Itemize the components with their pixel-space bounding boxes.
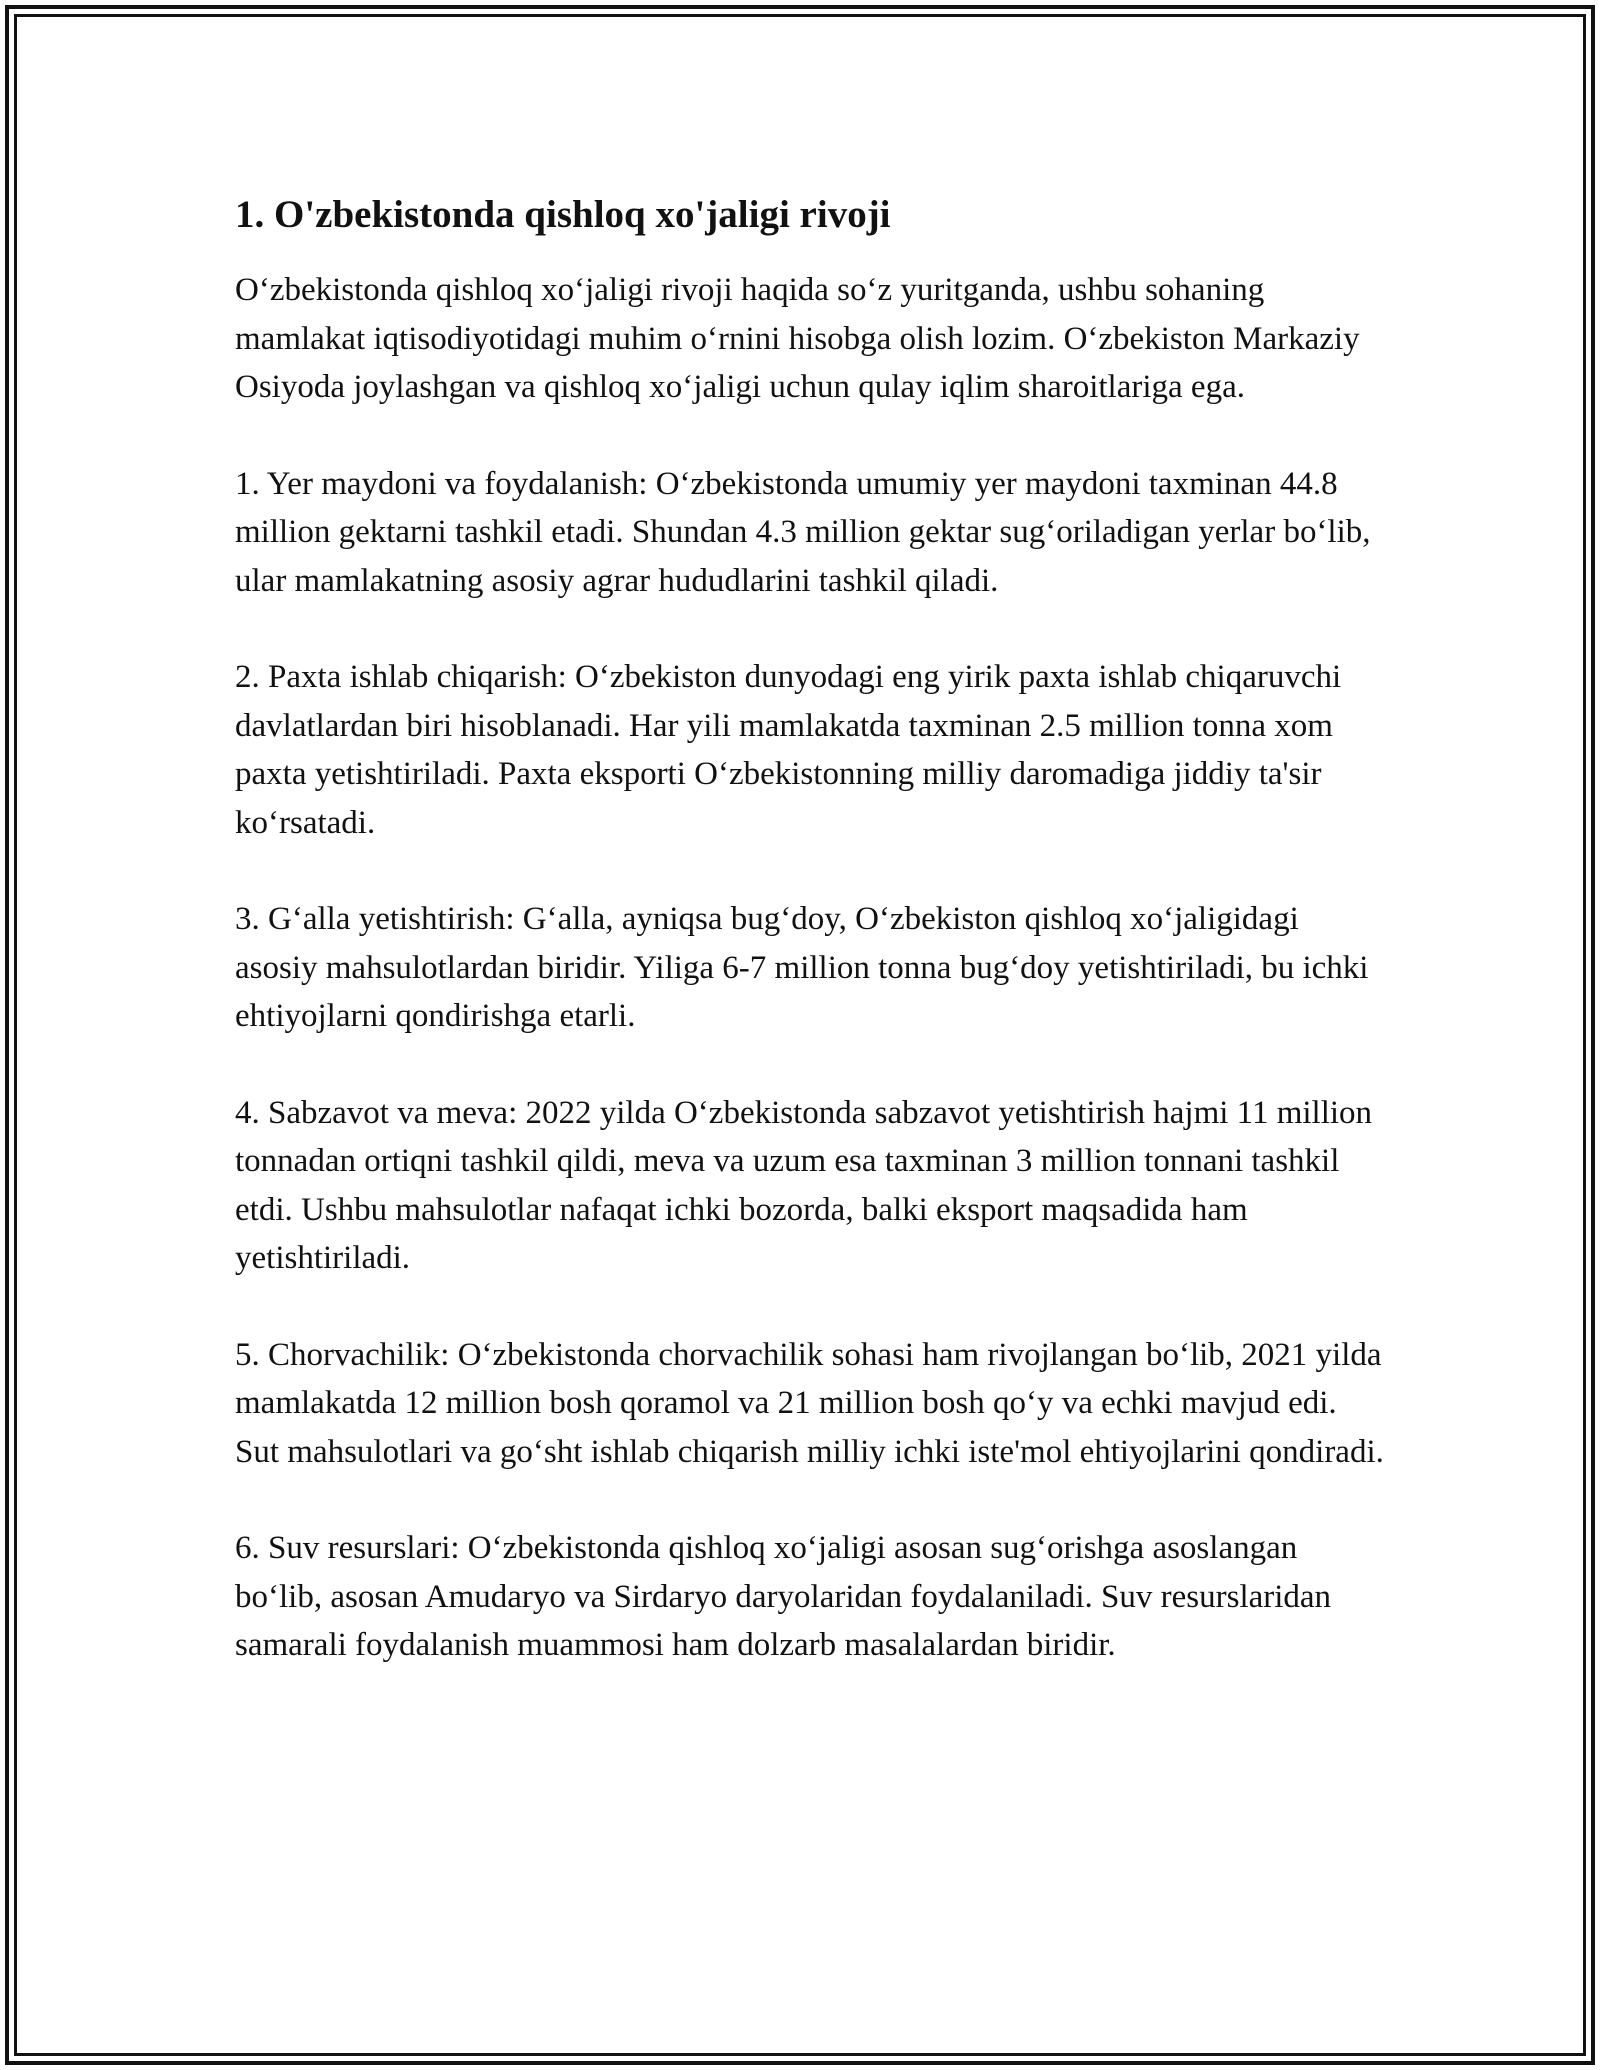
paragraph-land-area: 1. Yer maydoni va foydalanish: O‘zbekistonda umumiy yer maydoni taxminan 44.8 million gektarni tashkil etadi. Shundan 4.3 million gektar sug‘oriladigan yerlar bo‘lib, ular mamlakatning asosiy agrar hududlarini tashkil qiladi. — [235, 465, 1371, 599]
paragraph-livestock: 5. Chorvachilik: O‘zbekistonda chorvachilik sohasi ham rivojlangan bo‘lib, 2021 yilda mamlakatda 12 million bosh qoramol va 21 million bosh qo‘y va echki mavjud edi. Sut mahsulotlari va go‘sht ishlab chiqarish milliy ichki iste'mol ehtiyojlarini qondiradi. — [235, 1336, 1384, 1470]
paragraph-grain: 3. G‘alla yetishtirish: G‘alla, ayniqsa bug‘doy, O‘zbekiston qishloq xo‘jaligidagi asosiy mahsulotlardan biridir. Yiliga 6-7 million tonna bug‘doy yetishtiriladi, bu ichki ehtiyojlarni qondirishga etarli. — [235, 901, 1369, 1034]
paragraph-water-resources: 6. Suv resurslari: O‘zbekistonda qishloq xo‘jaligi asosan sug‘orishga asoslangan bo‘lib, asosan Amudaryo va Sirdaryo daryolaridan foydalaniladi. Suv resurslaridan samarali foydalanish muammosi ham dolzarb masalalardan biridir. — [235, 1530, 1332, 1663]
paragraph-cotton: 2. Paxta ishlab chiqarish: O‘zbekiston dunyodagi eng yirik paxta ishlab chiqaruvchi davlatlardan biri hisoblanadi. Har yili mamlakatda taxminan 2.5 million tonna xom paxta yetishtiriladi. Paxta eksporti O‘zbekistonning milliy daromadiga jiddiy ta'sir ko‘rsatadi. — [235, 659, 1342, 841]
document-body — [235, 188, 1385, 1718]
document-title: 1. O'zbekistonda qishloq xo'jaligi rivoji — [235, 193, 891, 236]
paragraph-vegetables-fruit: 4. Sabzavot va meva: 2022 yilda O‘zbekistonda sabzavot yetishtirish hajmi 11 million tonnadan ortiqni tashkil qildi, meva va uzum esa taxminan 3 million tonnani tashkil etdi. Ushbu mahsulotlar nafaqat ichki bozorda, balki eksport maqsadida ham yetishtiriladi. — [235, 1094, 1373, 1276]
paragraph-intro: O‘zbekistonda qishloq xo‘jaligi rivoji haqida so‘z yuritganda, ushbu sohaning mamlakat iqtisodiyotidagi muhim o‘rnini hisobga olish lozim. O‘zbekiston Markaziy Osiyoda joylashgan va qishloq xo‘jaligi uchun qulay iqlim sharoitlariga ega. — [235, 272, 1360, 405]
